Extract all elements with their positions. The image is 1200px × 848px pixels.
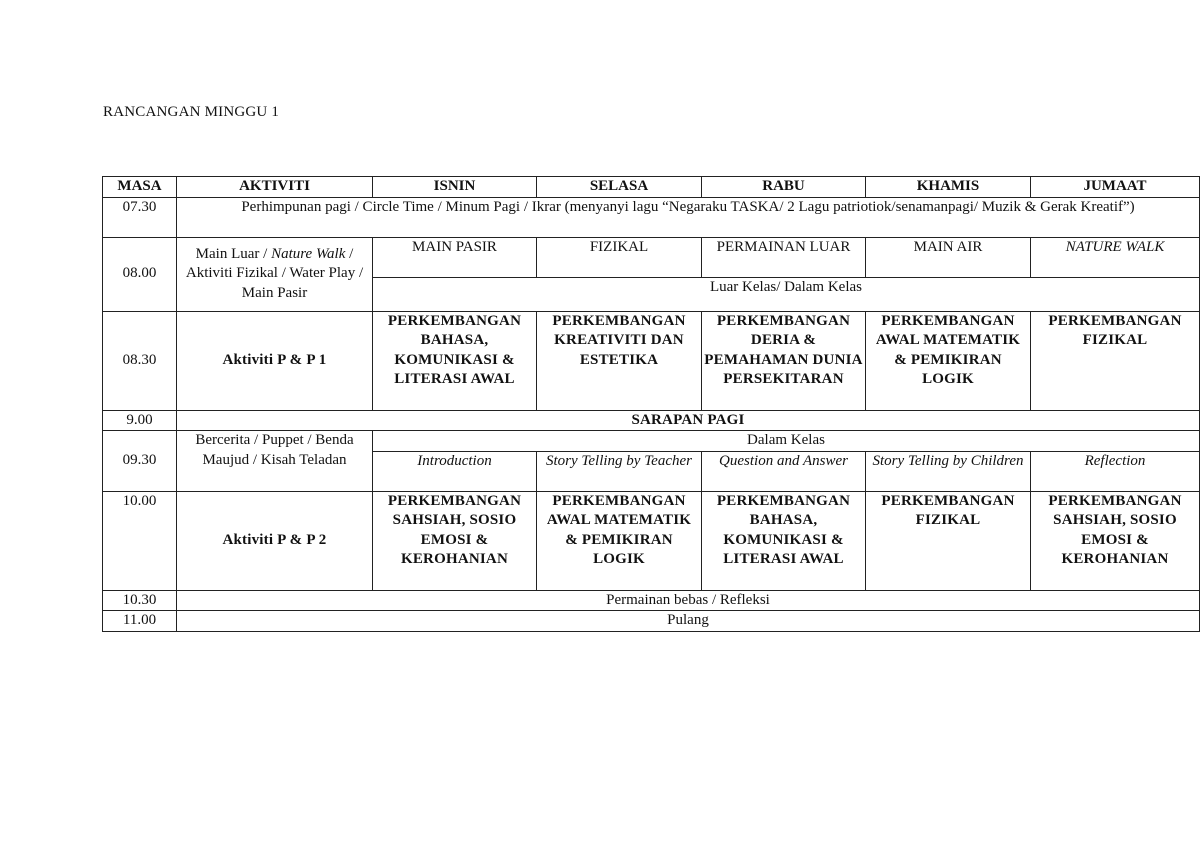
isnin-cell: PERKEMBANGAN BAHASA, KOMUNIKASI & LITERASI AWAL [373,311,537,410]
selasa-cell: PERKEMBANGAN KREATIVITI DAN ESTETIKA [537,311,702,410]
weekly-plan-table [102,176,1200,632]
isnin-cell: MAIN PASIR [373,237,537,277]
free-play-cell: Permainan bebas / Refleksi [177,590,1200,611]
isnin-cell: PERKEMBANGAN SAHSIAH, SOSIO EMOSI & KEROHANIAN [373,491,537,590]
time-cell: 9.00 [103,410,177,431]
table-row-0830 [103,311,1200,410]
header-rabu: RABU [702,177,866,198]
location-cell: Luar Kelas/ Dalam Kelas [373,277,1200,311]
time-cell: 10.00 [103,491,177,590]
table-row-0930 [103,431,1200,452]
khamis-cell: Story Telling by Children [866,451,1031,491]
time-cell: 08.30 [103,311,177,410]
rabu-cell: Question and Answer [702,451,866,491]
activity-cell: Aktiviti P & P 1 [177,311,373,410]
go-home-cell: Pulang [177,611,1200,632]
activity-text: / Aktiviti Fizikal / Water Play / Main Pasir [185,245,364,301]
table-row-1030 [103,590,1200,611]
rabu-cell: PERKEMBANGAN DERIA & PEMAHAMAN DUNIA PERSEKITARAN [702,311,866,410]
jumaat-cell: NATURE WALK [1031,237,1200,277]
header-isnin: ISNIN [373,177,537,198]
header-aktiviti: AKTIVITI [177,177,373,198]
header-khamis: KHAMIS [866,177,1031,198]
jumaat-cell: Reflection [1031,451,1200,491]
header-jumaat: JUMAAT [1031,177,1200,198]
document-title: RANCANGAN MINGGU 1 [103,104,280,120]
morning-assembly-cell: Perhimpunan pagi / Circle Time / Minum Pagi / Ikrar (menyanyi lagu “Negaraku TASKA/ 2 Lagu patriotiok/senamanpagi/ Muzik & Gerak Kreatif”) [177,197,1200,237]
khamis-cell: PERKEMBANGAN FIZIKAL [866,491,1031,590]
header-selasa: SELASA [537,177,702,198]
rabu-cell: PERMAINAN LUAR [702,237,866,277]
table-row-1000 [103,491,1200,590]
activity-text-italic: Nature Walk [271,245,346,262]
isnin-cell: Introduction [373,451,537,491]
rabu-cell: PERKEMBANGAN BAHASA, KOMUNIKASI & LITERASI AWAL [702,491,866,590]
activity-cell [177,237,373,311]
selasa-cell: PERKEMBANGAN AWAL MATEMATIK & PEMIKIRAN LOGIK [537,491,702,590]
time-cell: 07.30 [103,197,177,237]
table-row-0730 [103,197,1200,237]
header-masa: MASA [103,177,177,198]
time-cell: 08.00 [103,237,177,311]
time-cell: 09.30 [103,431,177,492]
time-cell: 10.30 [103,590,177,611]
table-row-0800 [103,237,1200,277]
breakfast-cell: SARAPAN PAGI [177,410,1200,431]
activity-cell: Aktiviti P & P 2 [177,491,373,590]
table-row-0900 [103,410,1200,431]
selasa-cell: Story Telling by Teacher [537,451,702,491]
jumaat-cell: PERKEMBANGAN SAHSIAH, SOSIO EMOSI & KEROHANIAN [1031,491,1200,590]
location-cell: Dalam Kelas [373,431,1200,452]
jumaat-cell: PERKEMBANGAN FIZIKAL [1031,311,1200,410]
time-cell: 11.00 [103,611,177,632]
header-row [103,177,1200,198]
activity-text: Main Luar / [195,245,272,262]
table-row-1100 [103,611,1200,632]
activity-cell: Bercerita / Puppet / Benda Maujud / Kisah Teladan [177,431,373,492]
khamis-cell: MAIN AIR [866,237,1031,277]
selasa-cell: FIZIKAL [537,237,702,277]
khamis-cell: PERKEMBANGAN AWAL MATEMATIK & PEMIKIRAN LOGIK [866,311,1031,410]
